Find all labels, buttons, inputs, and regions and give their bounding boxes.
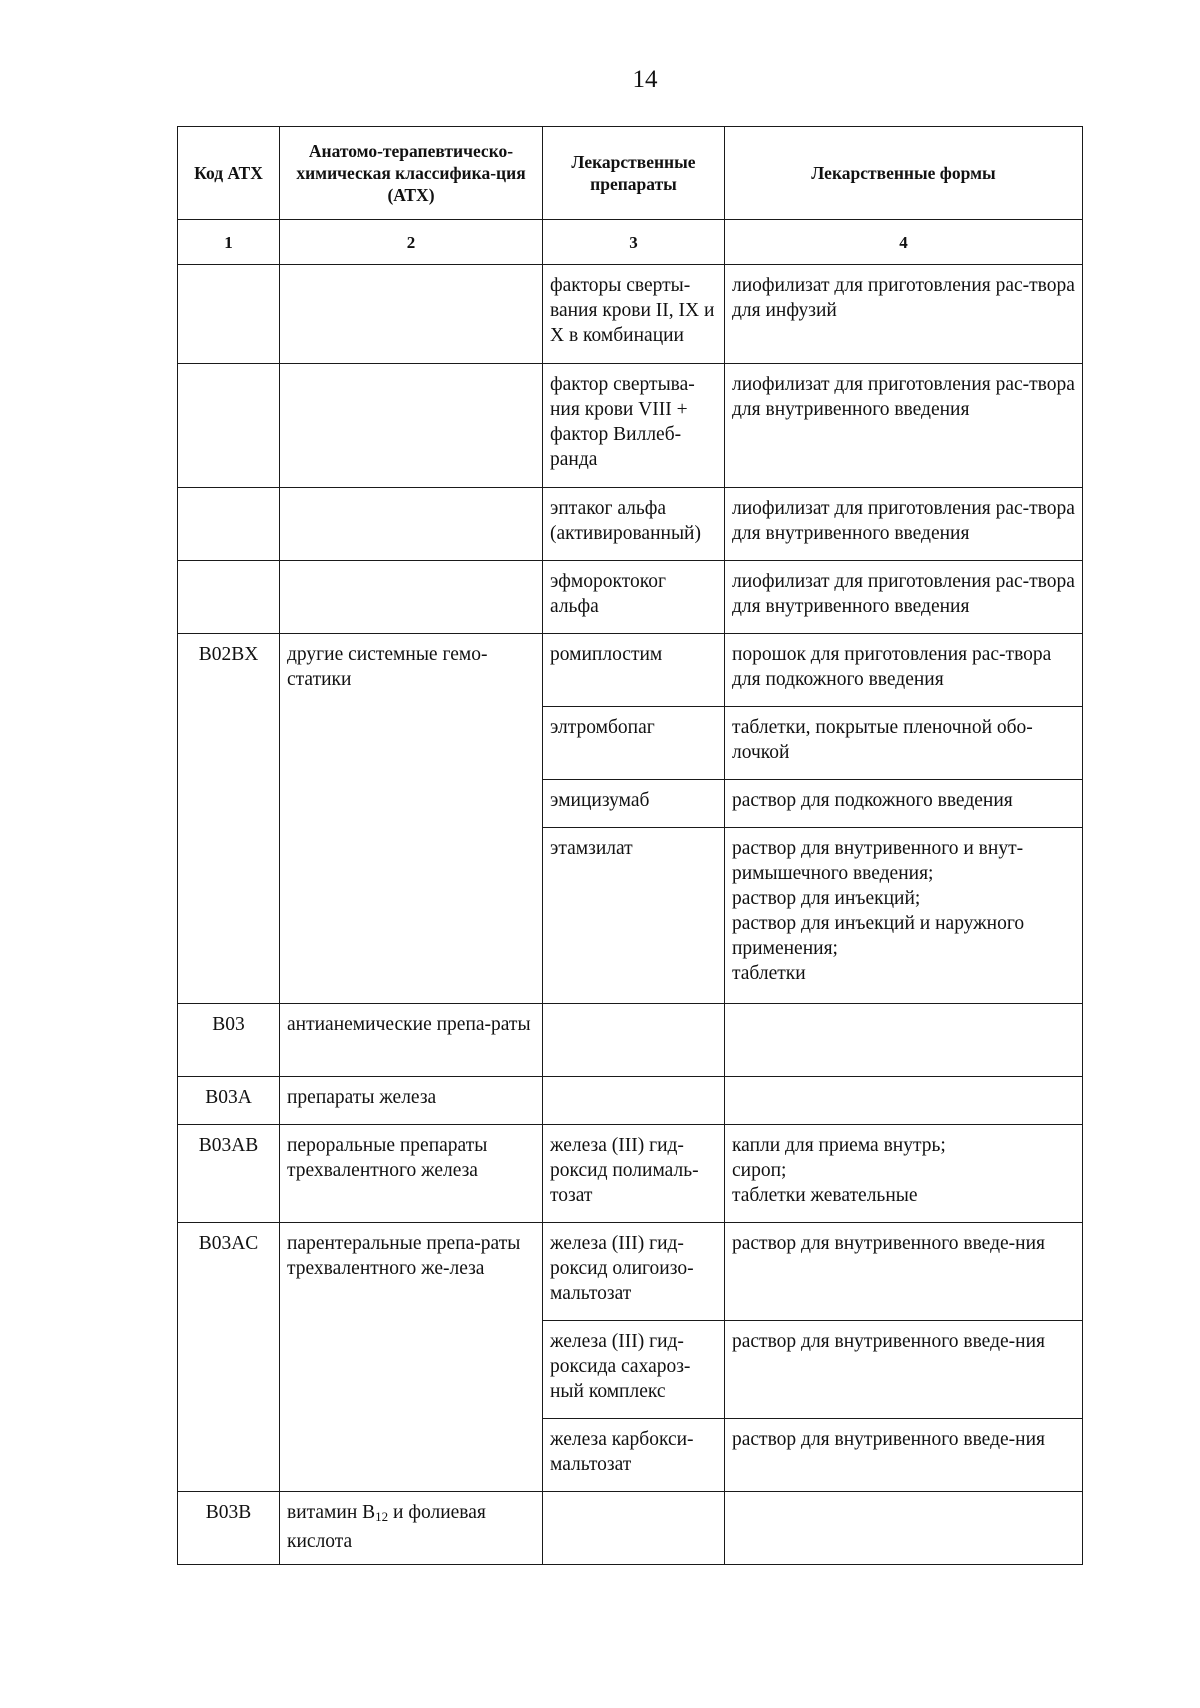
- header-forms: Лекарственные формы: [725, 127, 1083, 220]
- atx-classification: [280, 488, 543, 561]
- atx-classification: другие системные гемо-статики: [280, 634, 543, 1004]
- drug-name: железа (III) гид-роксида сахароз-ный комплекс: [543, 1321, 725, 1419]
- dosage-forms: [725, 1492, 1083, 1565]
- table-row: [178, 1125, 1083, 1223]
- header-classification: Анатомо-терапевтическо-химическая классифика-ция (АТХ): [280, 127, 543, 220]
- column-number: 2: [280, 220, 543, 265]
- atx-code: [178, 488, 280, 561]
- dosage-form: лиофилизат для приготовления рас-твора для внутривенного введения: [732, 374, 1075, 420]
- table-row: [178, 265, 1083, 364]
- dosage-form: таблетки: [732, 963, 806, 984]
- atx-classification: пероральные препараты трехвалентного железа: [280, 1125, 543, 1223]
- drug-name: ромиплостим: [543, 634, 725, 707]
- dosage-forms: [725, 828, 1083, 1004]
- dosage-form: раствор для инъекций и наружного применения;: [732, 913, 1025, 959]
- dosage-forms: [725, 364, 1083, 488]
- subscript-text: 12: [375, 1509, 389, 1524]
- drug-name: факторы сверты-вания крови II, IX и X в комбинации: [543, 265, 725, 364]
- atx-code: B03A: [178, 1077, 280, 1125]
- classification-text: и фолиевая кислота: [287, 1502, 486, 1552]
- dosage-forms: [725, 1419, 1083, 1492]
- atx-code: B03: [178, 1004, 280, 1077]
- dosage-form: сироп;: [732, 1160, 787, 1181]
- dosage-form: таблетки жевательные: [732, 1185, 918, 1206]
- atx-classification: [280, 364, 543, 488]
- dosage-form: порошок для приготовления рас-твора для подкожного введения: [732, 644, 1052, 690]
- table-row: [178, 1223, 1083, 1321]
- atx-classification: антианемические препа-раты: [280, 1004, 543, 1077]
- atx-code: [178, 364, 280, 488]
- atx-classification: [280, 265, 543, 364]
- drug-name: эфмороктоког альфа: [543, 561, 725, 634]
- atx-code: B03B: [178, 1492, 280, 1565]
- dosage-form: капли для приема внутрь;: [732, 1135, 946, 1156]
- atx-classification: парентеральные препа-раты трехвалентного же-леза: [280, 1223, 543, 1492]
- drug-name: эмицизумаб: [543, 780, 725, 828]
- dosage-form: раствор для внутривенного введе-ния: [732, 1233, 1045, 1254]
- drug-name: железа (III) гид-роксид полималь-тозат: [543, 1125, 725, 1223]
- atx-code: B03AB: [178, 1125, 280, 1223]
- dosage-forms: [725, 1125, 1083, 1223]
- table-row: [178, 634, 1083, 707]
- atx-table: [177, 126, 1083, 1565]
- drug-name: этамзилат: [543, 828, 725, 1004]
- drug-name: фактор свертыва-ния крови VIII + фактор Виллеб-ранда: [543, 364, 725, 488]
- dosage-forms: [725, 488, 1083, 561]
- atx-code: B02BX: [178, 634, 280, 1004]
- dosage-forms: [725, 780, 1083, 828]
- dosage-form: раствор для инъекций;: [732, 888, 921, 909]
- dosage-forms: [725, 1321, 1083, 1419]
- atx-code: [178, 265, 280, 364]
- dosage-form: раствор для подкожного введения: [732, 790, 1013, 811]
- classification-text: витамин B: [287, 1502, 376, 1523]
- table-row: [178, 1492, 1083, 1565]
- dosage-forms: [725, 1004, 1083, 1077]
- table-row: [178, 561, 1083, 634]
- dosage-form: лиофилизат для приготовления рас-твора для инфузий: [732, 275, 1075, 321]
- header-row: [178, 127, 1083, 220]
- dosage-forms: [725, 265, 1083, 364]
- drug-name: железа карбокси-мальтозат: [543, 1419, 725, 1492]
- dosage-forms: [725, 561, 1083, 634]
- column-number: 3: [543, 220, 725, 265]
- dosage-form: раствор для внутривенного введе-ния: [732, 1429, 1045, 1450]
- table-row: [178, 1077, 1083, 1125]
- drug-name: [543, 1004, 725, 1077]
- header-code: Код АТХ: [178, 127, 280, 220]
- dosage-forms: [725, 634, 1083, 707]
- table-row: [178, 1004, 1083, 1077]
- dosage-forms: [725, 1223, 1083, 1321]
- atx-classification: [280, 1492, 543, 1565]
- dosage-form: лиофилизат для приготовления рас-твора для внутривенного введения: [732, 571, 1075, 617]
- header-drugs: Лекарственные препараты: [543, 127, 725, 220]
- drug-name: [543, 1077, 725, 1125]
- column-number: 1: [178, 220, 280, 265]
- drug-name: железа (III) гид-роксид олигоизо-мальтозат: [543, 1223, 725, 1321]
- drug-name: эптаког альфа (активированный): [543, 488, 725, 561]
- column-number-row: [178, 220, 1083, 265]
- dosage-form: таблетки, покрытые пленочной обо-лочкой: [732, 717, 1033, 763]
- dosage-forms: [725, 707, 1083, 780]
- dosage-form: лиофилизат для приготовления рас-твора для внутривенного введения: [732, 498, 1075, 544]
- page-number: 14: [632, 66, 658, 93]
- table-row: [178, 488, 1083, 561]
- drug-name: элтромбопаг: [543, 707, 725, 780]
- atx-classification: препараты железа: [280, 1077, 543, 1125]
- dosage-forms: [725, 1077, 1083, 1125]
- dosage-form: раствор для внутривенного и внут-римышечного введения;: [732, 838, 1024, 884]
- dosage-form: раствор для внутривенного введе-ния: [732, 1331, 1045, 1352]
- drug-name: [543, 1492, 725, 1565]
- atx-classification: [280, 561, 543, 634]
- column-number: 4: [725, 220, 1083, 265]
- atx-code: [178, 561, 280, 634]
- atx-code: B03AC: [178, 1223, 280, 1492]
- table-row: [178, 364, 1083, 488]
